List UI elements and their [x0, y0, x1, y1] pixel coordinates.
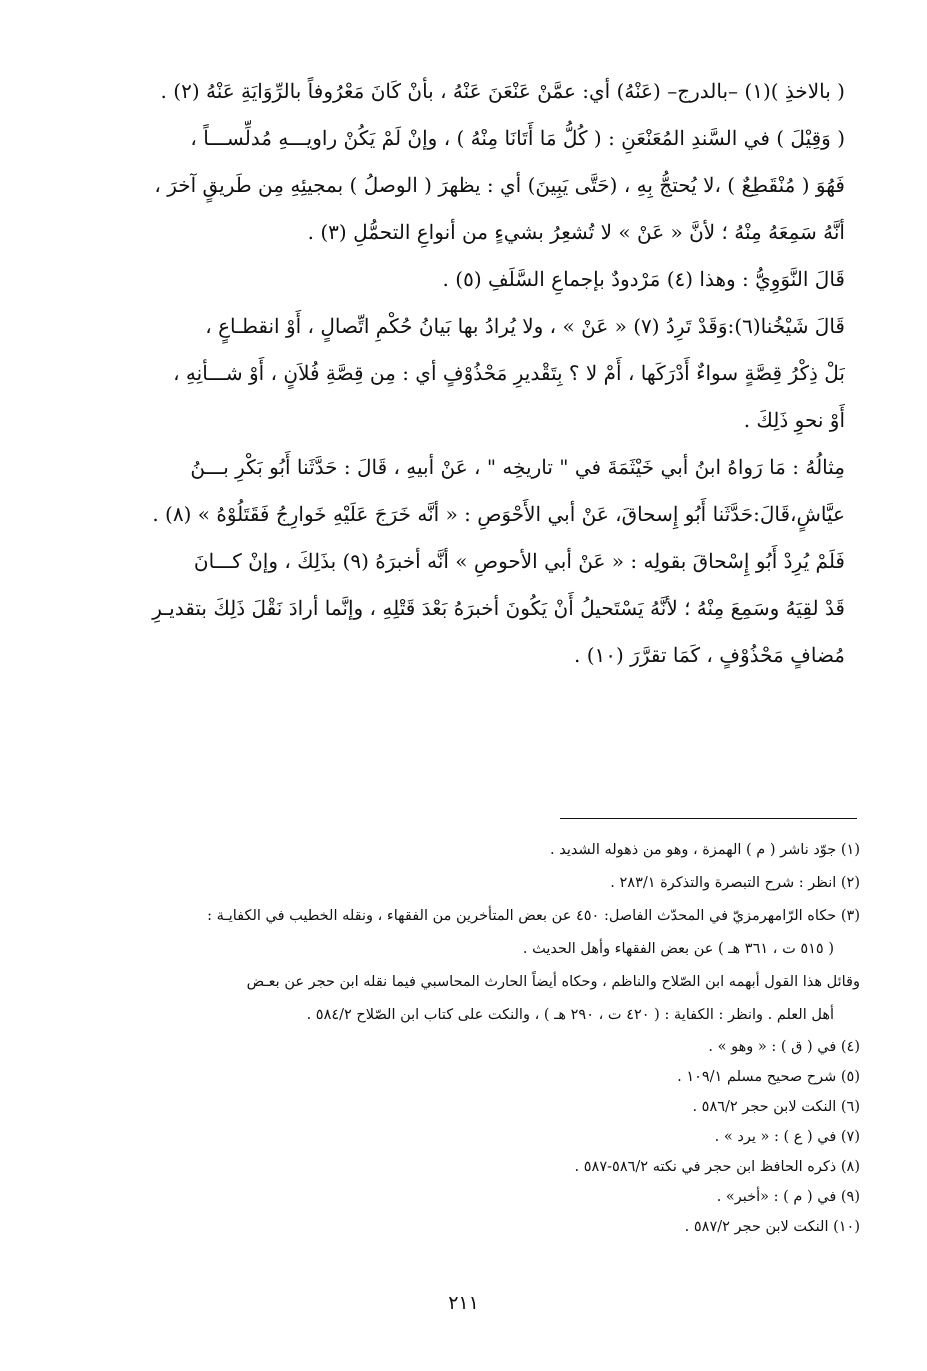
text-line: مُضافٍ مَحْذُوْفٍ ، كَمَا تقرَّرَ (١٠) .	[573, 643, 845, 667]
text-line: ( وَقِيْلَ ) في السَّندِ المُعَنْعَنِ : ( كُلُّ مَا أَتَانَا مِنْهُ ) ، وإنْ لَمْ يَكُنْ راويـــهِ مُدلِّســـاً ،	[190, 126, 845, 150]
footnote-continuation: ( ٥١٥ ت ، ٣٦١ هـ ) عن بعض الفقهاء وأهل الحديث .	[522, 941, 834, 957]
footnote: (٦) النكت لابن حجر ٥٨٦/٢ .	[692, 1099, 860, 1115]
footnote: (٢) انظر : شرح التبصرة والتذكرة ٢٨٣/١ .	[610, 875, 860, 891]
footnote: (١) جوّد ناشر ( م ) الهمزة ، وهو من ذهوله الشديد .	[549, 842, 860, 858]
text-line: فَهُوَ ( مُنْقَطِعٌ ) ،لا يُحتجُّ بِهِ ، (حَتَّى يَبِينَ) أي : يظهرَ ( الوصلُ ) بمجيئِهِ مِن طَريقٍ آخرَ ،	[154, 173, 845, 197]
text-line: قَدْ لقِيَهُ وسَمِعَ مِنْهُ ؛ لأنَّهُ يَسْتَحيلُ أَنْ يَكُونَ أخبرَهُ بَعْدَ قَتْلِهِ ، وإنَّما أرادَ نَقْلَ ذَلِكَ بتقديـرِ	[152, 596, 845, 620]
footnote: (١٠) النكت لابن حجر ٥٨٧/٢ .	[684, 1219, 860, 1235]
footnote: (٤) في ( ق ) : « وهو » .	[708, 1039, 860, 1055]
text-line: قَالَ النَّوَوِيُّ : وهذا (٤) مَرْدودٌ بإجماعِ السَّلَفِ (٥) .	[442, 267, 845, 291]
footnote: (٩) في ( م ) : «أخبر» .	[716, 1189, 860, 1205]
footnote: (٥) شرح صحيح مسلم ١٠٩/١ .	[677, 1069, 860, 1085]
footnote: (٧) في ( ع ) : « يرد » .	[714, 1129, 860, 1145]
text-line: أَوْ نحوِ ذَلِكَ .	[743, 408, 845, 432]
footnote-divider	[560, 818, 857, 819]
footnote: (٨) ذكره الحافظ ابن حجر في نكته ٥٨٦/٢-٥٨٧ .	[574, 1159, 860, 1175]
text-line: أنَّهُ سَمِعَهُ مِنْهُ ؛ لأنَّ « عَنْ » لا تُشعِرُ بشيءٍ من أنواعِ التحمُّلِ (٣) .	[307, 220, 845, 244]
main-text	[88, 68, 845, 679]
footnotes	[70, 834, 860, 1242]
text-line: قَالَ شَيْخُنا(٦):وَقَدْ تَرِدُ (٧) « عَنْ » ، ولا يُرادُ بها بَيانُ حُكْمِ اتِّصالٍ ، أَوْ انقطـاعٍ ،	[205, 314, 845, 338]
text-line: بَلْ ذِكْرُ قِصَّةٍ سواءٌ أَدْرَكَها ، أَمْ لا ؟ بِتَقْديرِ مَحْذُوْفٍ أي : مِن قِصَّةِ فُلاَنٍ ، أَوْ شـــأنِهِ ،	[173, 361, 845, 385]
footnote-continuation: وقائل هذا القول أبهمه ابن الصّلاح والناظم ، وحكاه أيضاً الحارث المحاسبي فيما نقله ابن حجر عن بعـض	[246, 974, 860, 990]
text-line: عيَّاشٍ،قَالَ:حَدَّثَنا أَبُو إِسحاقَ، عَنْ أبي الأَحْوَصِ : « أنَّه خَرَجَ عَلَيْهِ خَوارِجُ فَقَتَلُوْهُ » (٨) .	[152, 502, 845, 526]
footnote-continuation: أهل العلم . وانظر : الكفاية : ( ٤٢٠ ت ، ٢٩٠ هـ ) ، والنكت على كتاب ابن الصّلاح ٥٨٤/٢ .	[306, 1007, 834, 1023]
page-number: ٢١١	[448, 1292, 479, 1314]
text-line: ( بالاخذِ )(١) –بالدرج– (عَنْهُ) أي: عمَّنْ عَنْعَنَ عَنْهُ ، بأنْ كَانَ مَعْرُوفاً بالرِّوَايَةِ عَنْهُ (٢) .	[160, 79, 845, 103]
footnote: (٣) حكاه الرّامهرمزيّ في المحدّث الفاصل: ٤٥٠ عن بعض المتأخرين من الفقهاء ، ونقله الخطيب في الكفايـة :	[207, 908, 860, 924]
text-line: مِثالُهُ : مَا رَواهُ ابنُ أبي خَيْثَمَةَ في " تاريخِه " ، عَنْ أبيهِ ، قَالَ : حَدَّثَنا أَبُو بَكْرِ بـــنُ	[190, 455, 845, 479]
text-line: فَلَمْ يُرِدْ أَبُو إِسْحاقَ بقولِه : « عَنْ أبي الأحوصِ » أنَّه أخبرَهُ (٩) بذَلِكَ ، وإنْ كـــانَ	[193, 549, 845, 573]
